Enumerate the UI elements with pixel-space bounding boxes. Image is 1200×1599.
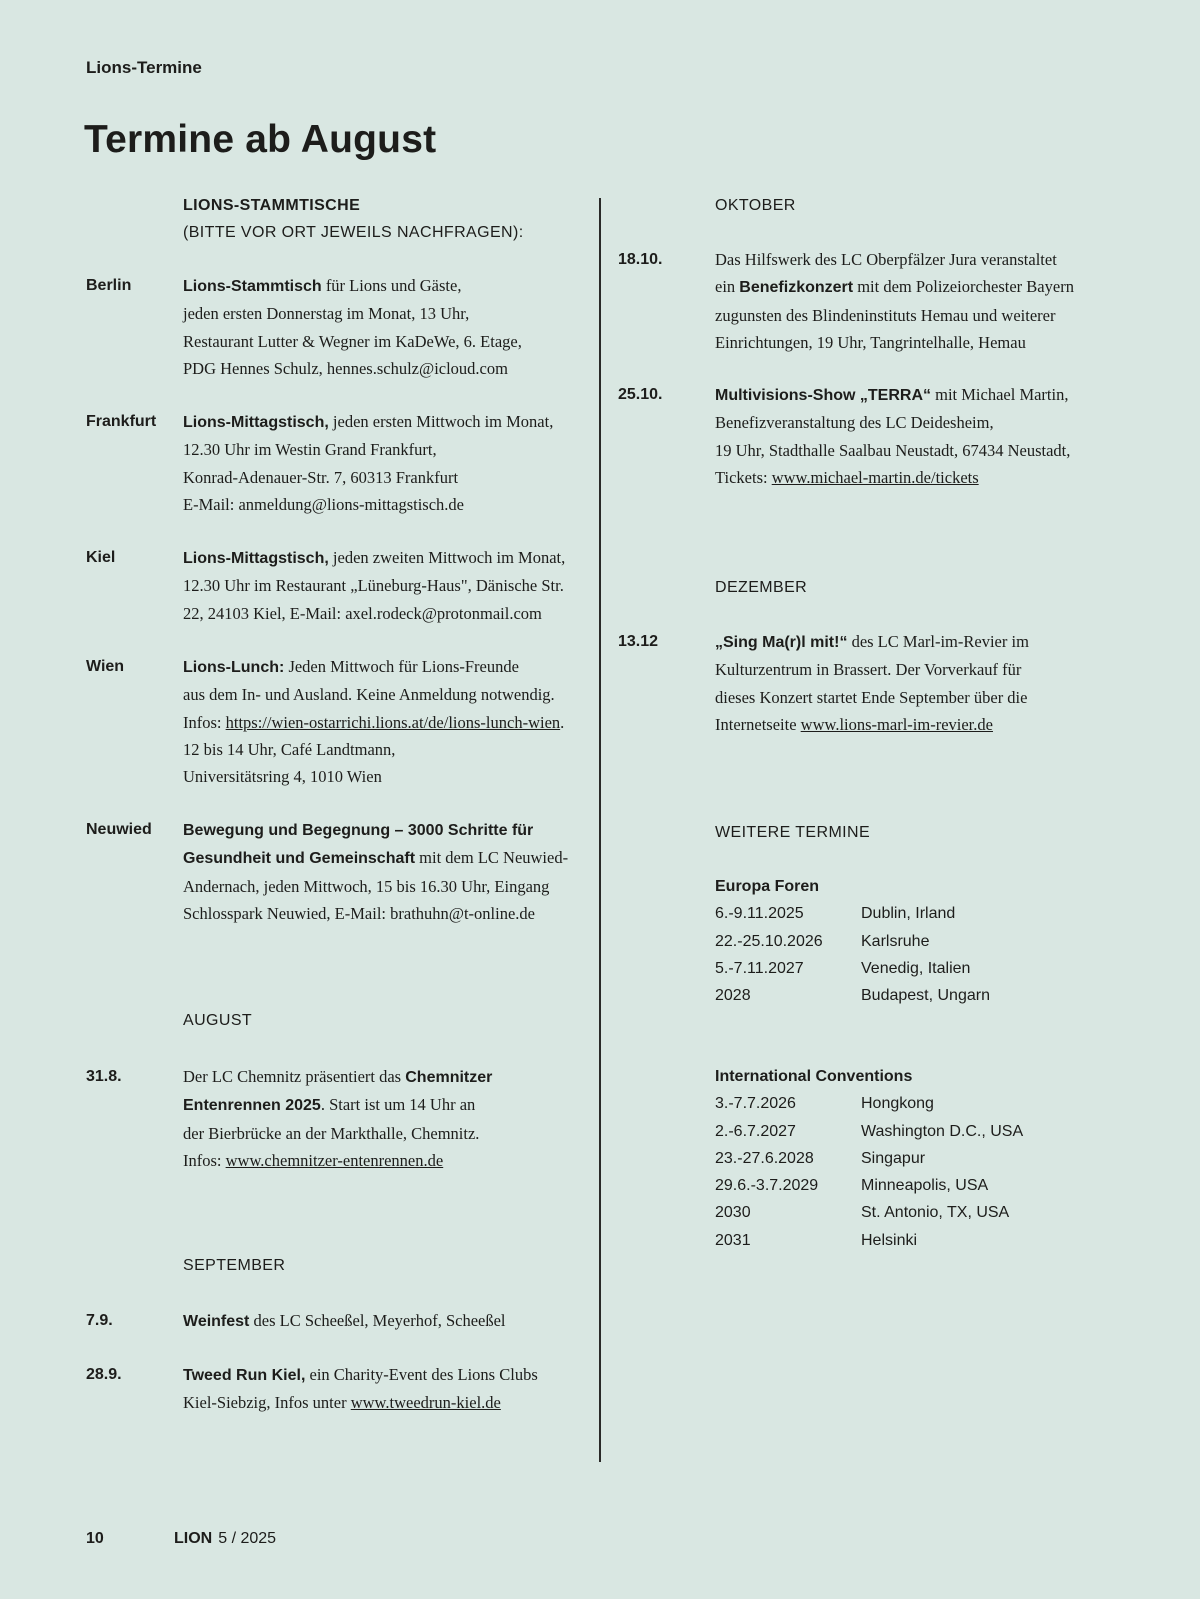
list-place: Minneapolis, USA bbox=[861, 1177, 989, 1195]
entry-text: zugunsten des Blindeninstituts Hemau und weiterer bbox=[715, 305, 1056, 325]
entry-text: Universitätsring 4, 1010 Wien bbox=[183, 767, 382, 787]
list-place: Budapest, Ungarn bbox=[861, 987, 990, 1005]
tweedrun-link[interactable]: www.tweedrun-kiel.de bbox=[350, 1393, 501, 1413]
list-place: Washington D.C., USA bbox=[861, 1122, 1024, 1140]
entry-text: PDG Hennes Schulz, hennes.schulz@icloud.com bbox=[183, 358, 508, 378]
month-heading-september: SEPTEMBER bbox=[183, 1257, 286, 1274]
entry-text: . bbox=[560, 712, 565, 732]
entry-date: 28.9. bbox=[86, 1366, 122, 1383]
entry-text: 22, 24103 Kiel, E-Mail: axel.rodeck@protonmail.com bbox=[183, 603, 542, 623]
entry-bold: Bewegung und Begegnung – 3000 Schritte für bbox=[183, 822, 534, 839]
list-place: Dublin, Irland bbox=[861, 905, 956, 923]
entry-dez bbox=[618, 628, 1098, 738]
entry-bold: Weinfest bbox=[183, 1313, 250, 1330]
entry-text: ein bbox=[715, 277, 740, 297]
entry-text: Benefizveranstaltung des LC Deidesheim, bbox=[715, 413, 994, 433]
entry-text: 12 bis 14 Uhr, Café Landtmann, bbox=[183, 739, 396, 759]
section-kicker: Lions-Termine bbox=[86, 58, 202, 77]
entry-text: Andernach, jeden Mittwoch, 15 bis 16.30 Uhr, Eingang bbox=[183, 876, 550, 896]
marl-link[interactable]: www.lions-marl-im-revier.de bbox=[800, 714, 993, 734]
entry-text: des LC Marl-im-Revier im bbox=[847, 632, 1029, 651]
entry-august bbox=[86, 1063, 586, 1174]
magazine-issue bbox=[174, 1530, 276, 1548]
entry-bold: Lions-Stammtisch bbox=[183, 278, 322, 295]
entry-bold: Tweed Run Kiel, bbox=[183, 1367, 306, 1384]
list-date: 2.-6.7.2027 bbox=[715, 1122, 796, 1140]
entry-label: Berlin bbox=[86, 277, 132, 294]
list-date: 3.-7.7.2026 bbox=[715, 1095, 796, 1113]
international-conventions-title: International Conventions bbox=[715, 1068, 913, 1085]
entry-label: Kiel bbox=[86, 549, 116, 566]
entry-text: jeden ersten Mittwoch im Monat, bbox=[328, 412, 554, 431]
month-heading-oktober: OKTOBER bbox=[715, 197, 796, 214]
europa-foren-title: Europa Foren bbox=[715, 878, 820, 895]
europa-foren-list bbox=[715, 873, 990, 1009]
entry-frankfurt bbox=[86, 408, 586, 518]
wien-link[interactable]: https://wien-ostarrichi.lions.at/de/lions-lunch-wien bbox=[225, 712, 561, 732]
entry-text: Schlosspark Neuwied, E-Mail: brathuhn@t-online.de bbox=[183, 903, 535, 923]
list-item bbox=[715, 1118, 1023, 1145]
entry-text: ein Charity-Event des Lions Clubs bbox=[305, 1365, 538, 1384]
entry-text: mit Michael Martin, bbox=[931, 385, 1069, 404]
entry-text: 12.30 Uhr im Restaurant „Lüneburg-Haus", Dänische Str. bbox=[183, 576, 564, 596]
michael-martin-link[interactable]: www.michael-martin.de/tickets bbox=[771, 467, 979, 487]
list-place: Venedig, Italien bbox=[861, 959, 971, 977]
entry-text: der Bierbrücke an der Markthalle, Chemnitz. bbox=[183, 1123, 480, 1143]
list-item bbox=[715, 1145, 1023, 1172]
entry-text: 12.30 Uhr im Westin Grand Frankfurt, bbox=[183, 440, 437, 460]
entry-label: Frankfurt bbox=[86, 413, 157, 430]
entry-text: dieses Konzert startet Ende September über die bbox=[715, 687, 1028, 707]
entry-text: Der LC Chemnitz präsentiert das bbox=[183, 1067, 406, 1086]
entry-text: des LC Scheeßel, Meyerhof, Scheeßel bbox=[249, 1311, 506, 1330]
stammtische-heading bbox=[183, 192, 524, 246]
entry-date: 13.12 bbox=[618, 633, 659, 650]
list-date: 23.-27.6.2028 bbox=[715, 1149, 814, 1167]
list-date: 2031 bbox=[715, 1231, 751, 1249]
list-date: 2030 bbox=[715, 1204, 751, 1222]
entry-bold: Lions-Mittagstisch, bbox=[183, 414, 329, 431]
magazine-name: LION bbox=[174, 1530, 213, 1547]
page-number: 10 bbox=[86, 1530, 104, 1547]
list-date: 6.-9.11.2025 bbox=[715, 905, 804, 923]
entry-date: 31.8. bbox=[86, 1068, 122, 1085]
list-date: 5.-7.11.2027 bbox=[715, 959, 804, 977]
entry-berlin bbox=[86, 272, 586, 382]
list-item bbox=[715, 1199, 1023, 1226]
entry-date: 25.10. bbox=[618, 386, 663, 403]
list-item bbox=[715, 955, 990, 982]
issue-number: 5 / 2025 bbox=[218, 1530, 277, 1547]
entry-text: Das Hilfswerk des LC Oberpfälzer Jura veranstaltet bbox=[715, 250, 1057, 269]
list-place: Hongkong bbox=[861, 1095, 934, 1113]
entry-label: Neuwied bbox=[86, 821, 152, 838]
entry-text: Einrichtungen, 19 Uhr, Tangrintelhalle, Hemau bbox=[715, 332, 1026, 352]
entry-text: mit dem LC Neuwied- bbox=[415, 848, 569, 868]
entry-date: 7.9. bbox=[86, 1312, 113, 1329]
entry-neuwied bbox=[86, 816, 586, 927]
entry-bold: Gesundheit und Gemeinschaft bbox=[183, 850, 416, 868]
page-title: Termine ab August bbox=[84, 118, 437, 161]
entry-text: Restaurant Lutter & Wegner im KaDeWe, 6. Etage, bbox=[183, 331, 522, 351]
entry-bold: Benefizkonzert bbox=[739, 279, 854, 297]
weitere-termine-heading: WEITERE TERMINE bbox=[715, 824, 871, 841]
list-item bbox=[715, 1227, 1023, 1254]
entry-label: Wien bbox=[86, 658, 125, 675]
infos-prefix: Infos: bbox=[183, 1150, 226, 1170]
month-heading-august: AUGUST bbox=[183, 1012, 253, 1029]
entry-bold: Multivisions-Show „TERRA“ bbox=[715, 387, 931, 404]
entry-bold: Lions-Lunch: bbox=[183, 659, 285, 676]
entry-bold: „Sing Ma(r)l mit!“ bbox=[715, 634, 848, 651]
list-date: 2028 bbox=[715, 987, 751, 1005]
entry-text: Jeden Mittwoch für Lions-Freunde bbox=[284, 657, 519, 676]
entry-text: aus dem In- und Ausland. Keine Anmeldung notwendig. bbox=[183, 685, 555, 705]
entry-bold: Entenrennen 2025 bbox=[183, 1097, 321, 1115]
entry-wien bbox=[86, 653, 586, 790]
entry-text: Konrad-Adenauer-Str. 7, 60313 Frankfurt bbox=[183, 467, 459, 487]
list-place: Karlsruhe bbox=[861, 932, 930, 950]
entry-bold: Chemnitzer bbox=[405, 1069, 493, 1086]
stammtische-subtitle: (BITTE VOR ORT JEWEILS NACHFRAGEN): bbox=[183, 224, 524, 241]
entry-text: jeden ersten Donnerstag im Monat, 13 Uhr, bbox=[183, 304, 470, 324]
list-date: 22.-25.10.2026 bbox=[715, 932, 823, 950]
list-item bbox=[715, 928, 990, 955]
list-place: Helsinki bbox=[861, 1231, 918, 1249]
entry-text: Internetseite bbox=[715, 714, 801, 734]
entry-bold: Lions-Mittagstisch, bbox=[183, 550, 329, 567]
entry-text: E-Mail: anmeldung@lions-mittagstisch.de bbox=[183, 494, 464, 514]
entry-text: Tickets: bbox=[715, 467, 772, 487]
stammtische-title: LIONS-STAMMTISCHE bbox=[183, 197, 361, 214]
entry-text: für Lions und Gäste, bbox=[321, 276, 462, 295]
entry-okt-1 bbox=[618, 246, 1098, 356]
entry-text: Kulturzentrum in Brassert. Der Vorverkauf für bbox=[715, 660, 1022, 680]
entry-text: Kiel-Siebzig, Infos unter bbox=[183, 1393, 351, 1413]
list-item bbox=[715, 900, 990, 927]
entry-text: mit dem Polizeiorchester Bayern bbox=[853, 277, 1074, 297]
entry-okt-2 bbox=[618, 381, 1098, 491]
international-conventions-list bbox=[715, 1063, 1023, 1254]
list-place: St. Antonio, TX, USA bbox=[861, 1204, 1010, 1222]
list-item bbox=[715, 1172, 1023, 1199]
list-date: 29.6.-3.7.2029 bbox=[715, 1177, 819, 1195]
list-item bbox=[715, 1090, 1023, 1117]
entry-text: . Start ist um 14 Uhr an bbox=[320, 1095, 476, 1115]
entry-text: jeden zweiten Mittwoch im Monat, bbox=[328, 548, 566, 567]
list-item bbox=[715, 982, 990, 1009]
list-place: Singapur bbox=[861, 1149, 926, 1167]
entry-text: 19 Uhr, Stadthalle Saalbau Neustadt, 67434 Neustadt, bbox=[715, 440, 1071, 460]
entry-kiel bbox=[86, 544, 586, 627]
entry-sept-2 bbox=[86, 1361, 586, 1417]
entry-sept-1 bbox=[86, 1307, 586, 1335]
entry-date: 18.10. bbox=[618, 251, 663, 268]
column-divider bbox=[599, 198, 601, 1462]
chemnitz-link[interactable]: www.chemnitzer-entenrennen.de bbox=[225, 1150, 444, 1170]
month-heading-dezember: DEZEMBER bbox=[715, 579, 808, 596]
infos-prefix: Infos: bbox=[183, 712, 226, 732]
